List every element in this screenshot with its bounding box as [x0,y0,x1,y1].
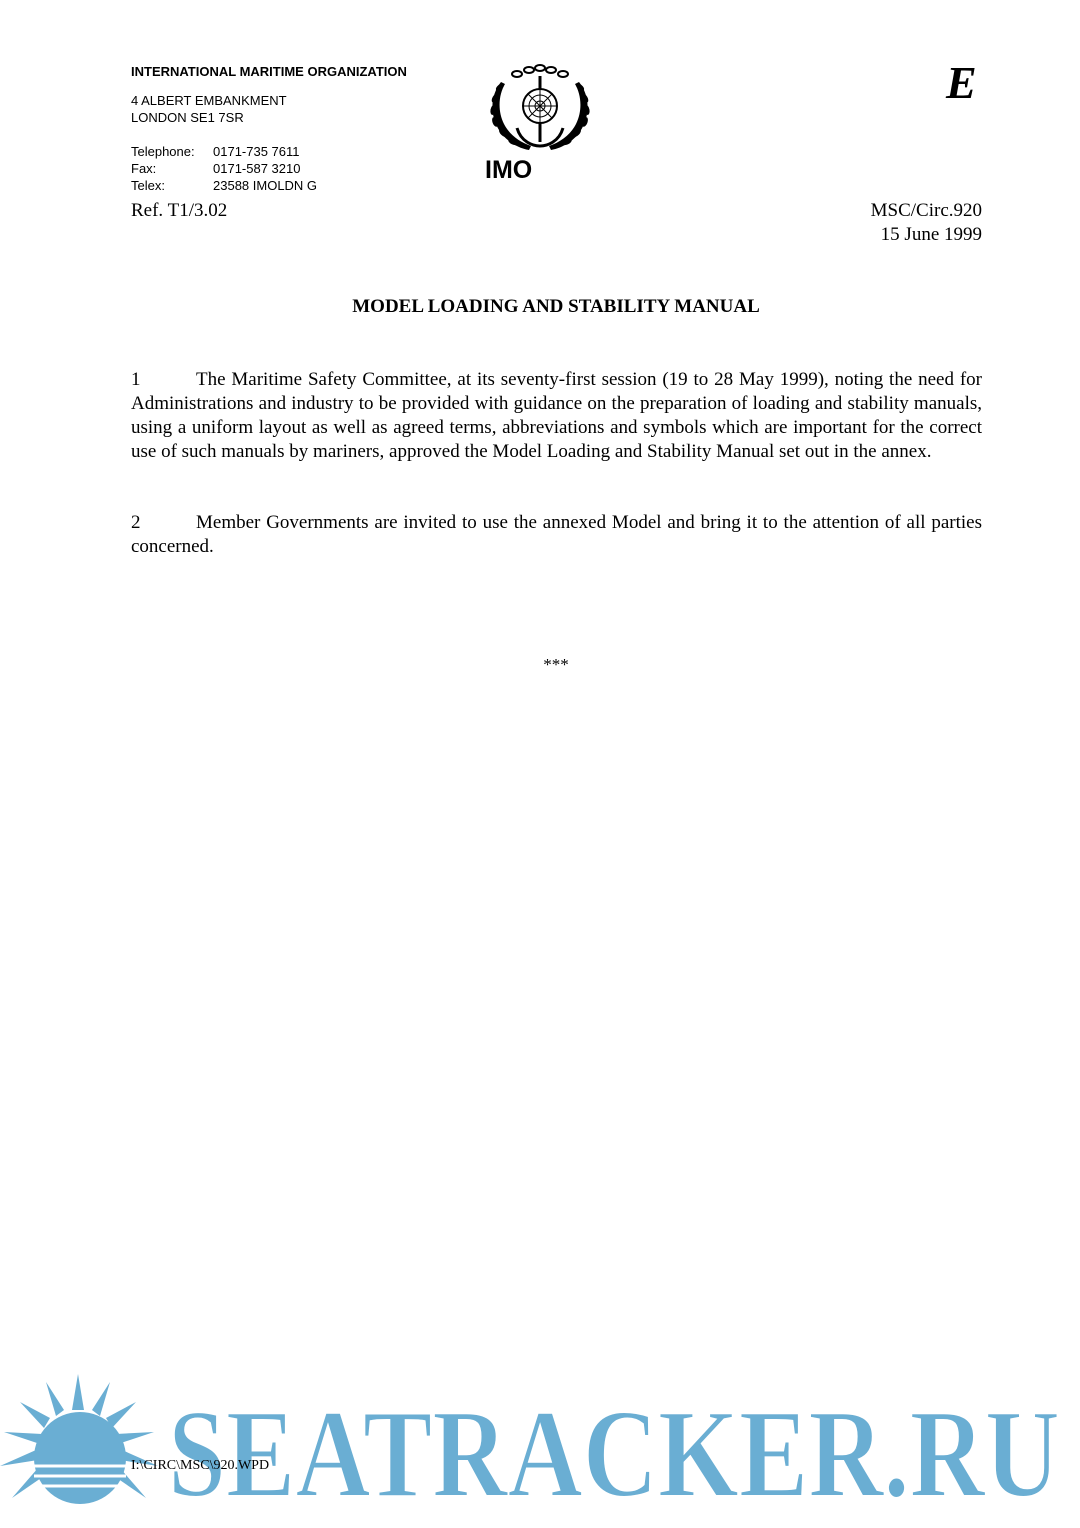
document-date: 15 June 1999 [880,224,982,245]
imo-logo-label: IMO [485,156,533,184]
fax-value: 0171-587 3210 [213,161,301,176]
address-line-1: 4 ALBERT EMBANKMENT [131,93,287,108]
paragraph-text: The Maritime Safety Committee, at its seventy-first session (19 to 28 May 1999), noting the need for Administrations and industry to be provided with guidance on the preparation of loading and stability manuals, using a uniform layout as well as agreed terms, abbreviations and symbols which are important for the correct use of such manuals by mariners, approved the Model Loading and Stability Manual set out in the annex. [131,369,982,462]
document-title: MODEL LOADING AND STABILITY MANUAL [352,296,760,317]
watermark-label: SEATRACKER.RU [168,1385,1060,1524]
telephone-label: Telephone: [131,144,195,159]
address-line-2: LONDON SE1 7SR [131,110,244,125]
paragraph-text: Member Governments are invited to use the annexed Model and bring it to the attention of all parties concerned. [131,512,982,557]
sun-icon [0,1372,160,1528]
watermark-text [168,1384,1068,1524]
un-emblem-icon [487,62,593,154]
telex-label: Telex: [131,178,165,193]
circular-number: MSC/Circ.920 [870,200,982,221]
organization-name: INTERNATIONAL MARITIME ORGANIZATION [131,64,407,79]
paragraph-2 [131,511,982,559]
telex-value: 23588 IMOLDN G [213,178,318,193]
section-separator: *** [543,655,569,674]
telephone-value: 0171-735 7611 [213,144,300,159]
reference-number: Ref. T1/3.02 [131,200,228,221]
paragraph-number: 2 [131,512,141,533]
language-mark: E [946,57,977,108]
fax-label: Fax: [131,161,157,176]
file-path: I:\CIRC\MSC\920.WPD [131,1458,270,1473]
paragraph-number: 1 [131,369,141,390]
paragraph-1 [131,368,982,464]
